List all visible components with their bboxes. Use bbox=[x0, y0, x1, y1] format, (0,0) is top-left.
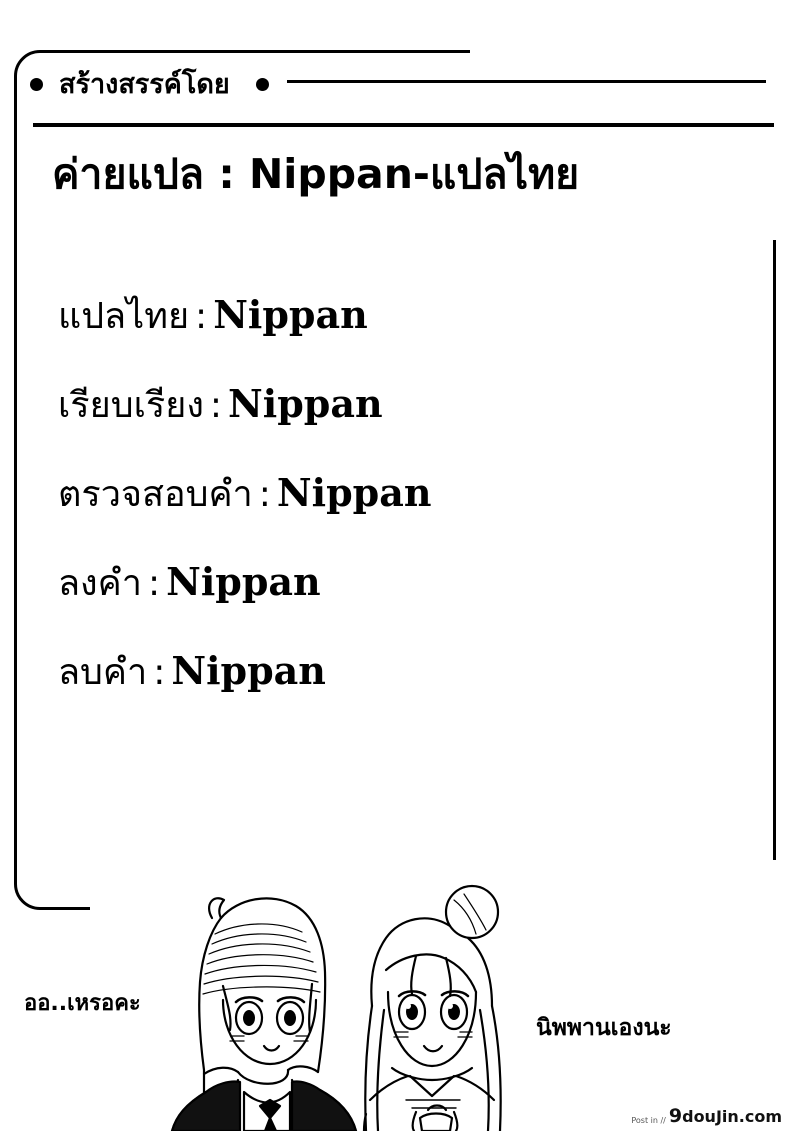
speech-text-left: ออ..เหรอคะ bbox=[24, 991, 141, 1016]
credit-separator: : bbox=[153, 652, 166, 693]
list-item bbox=[58, 559, 758, 604]
list-item bbox=[58, 381, 758, 426]
watermark-domain: douJin.com bbox=[682, 1107, 782, 1126]
watermark-site bbox=[669, 1105, 782, 1127]
credit-name: Nippan bbox=[228, 381, 383, 426]
credit-role: ลบคำ bbox=[58, 652, 148, 693]
credit-separator: : bbox=[147, 563, 161, 604]
header-separator bbox=[33, 123, 774, 127]
list-item bbox=[58, 292, 758, 337]
credit-separator: : bbox=[195, 296, 208, 337]
credit-role: เรียบเรียง bbox=[58, 385, 204, 426]
dot-icon bbox=[256, 78, 269, 91]
credit-separator: : bbox=[258, 474, 271, 515]
credit-name: Nippan bbox=[171, 648, 326, 693]
manga-characters-illustration bbox=[120, 860, 590, 1131]
credit-name: Nippan bbox=[213, 292, 368, 337]
header-rule bbox=[287, 80, 766, 83]
credit-separator: : bbox=[209, 385, 223, 426]
credit-name: Nippan bbox=[276, 470, 432, 515]
credit-name: Nippan bbox=[166, 559, 321, 604]
credits-list bbox=[58, 292, 758, 741]
speech-text-right: นิพพานเองนะ bbox=[536, 1015, 672, 1041]
credit-role: ลงคำ bbox=[58, 563, 142, 604]
artwork-area bbox=[0, 860, 790, 1131]
watermark bbox=[631, 1105, 782, 1127]
watermark-prefix: Post in // bbox=[631, 1116, 666, 1125]
credit-role: ตรวจสอบคำ bbox=[58, 474, 253, 515]
credit-header-label: สร้างสรรค์โดย bbox=[59, 68, 230, 100]
credit-role: แปลไทย bbox=[58, 296, 190, 337]
dot-icon bbox=[30, 78, 43, 91]
page-title: ค่ายแปล : Nippan-แปลไทย bbox=[52, 150, 580, 198]
list-item bbox=[58, 648, 758, 693]
list-item bbox=[58, 470, 758, 515]
watermark-number: 9 bbox=[668, 1105, 683, 1127]
credit-header-row bbox=[30, 60, 774, 108]
